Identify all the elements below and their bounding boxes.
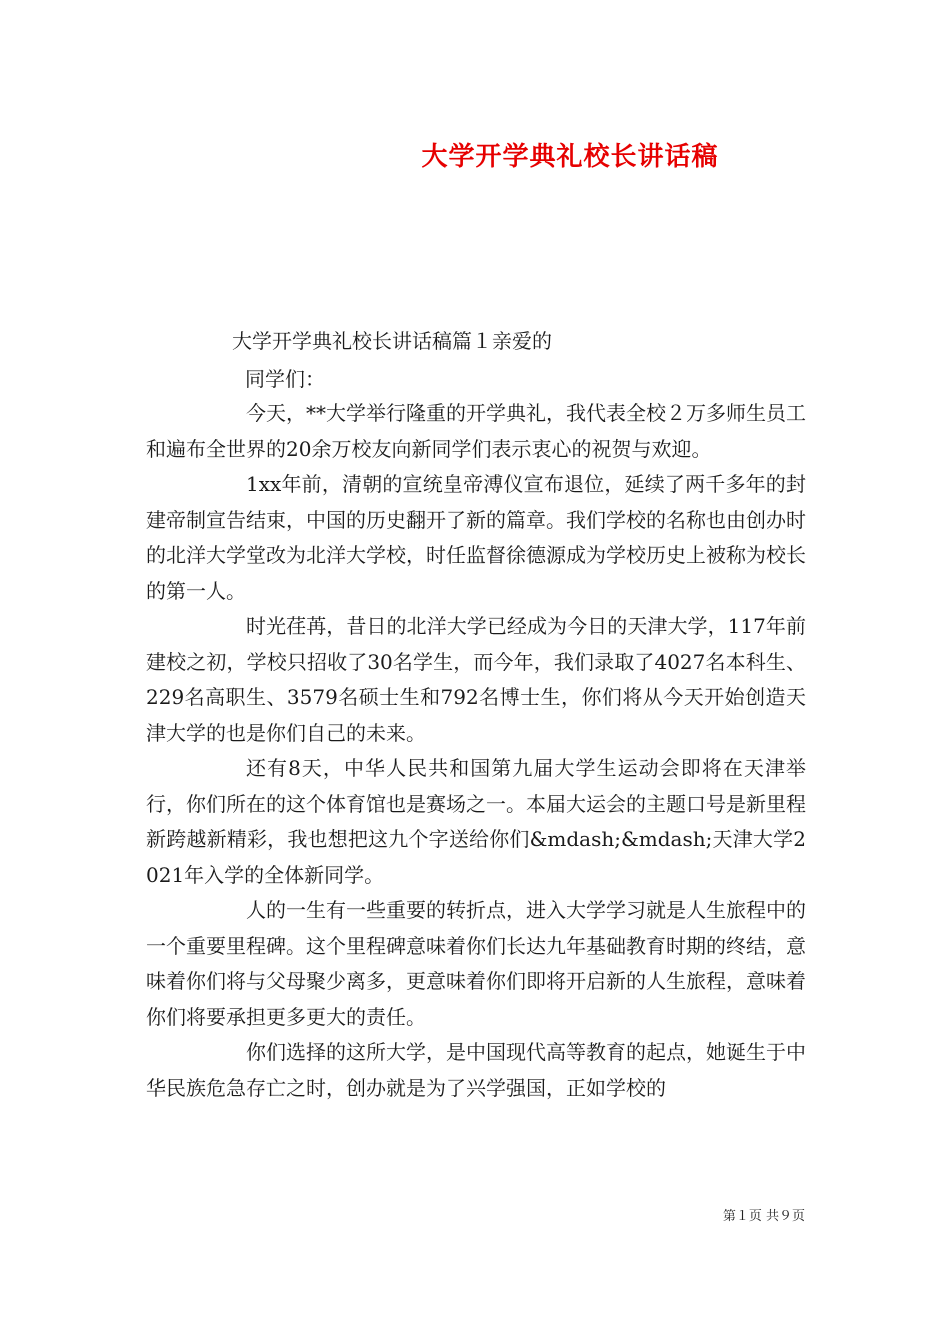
document-body (146, 396, 806, 1106)
paragraph-4: 还有8天，中华人民共和国第九届大学生运动会即将在天津举行，你们所在的这个体育馆也是赛场之一。本届大运会的主题口号是新里程新跨越新精彩，我也想把这九个字送给你们&mdash;&mdash;天津大学2021年入学的全体新同学。 (146, 756, 806, 887)
paragraph-5: 人的一生有一些重要的转折点，进入大学学习就是人生旅程中的一个重要里程碑。这个里程碑意味着你们长达九年基础教育时期的终结，意味着你们将与父母聚少离多，更意味着你们即将开启新的人生旅程，意味着你们将要承担更多更大的责任。 (146, 898, 806, 1029)
salutation: 同学们： (245, 367, 325, 391)
page-number-footer: 第１页 共９页 (722, 1209, 805, 1224)
paragraph-2: 1xx年前，清朝的宣统皇帝溥仪宣布退位，延续了两千多年的封建帝制宣告结束，中国的历史翻开了新的篇章。我们学校的名称也由创办时的北洋大学堂改为北洋大学校，时任监督徐德源成为学校历史上被称为校长的第一人。 (146, 472, 806, 603)
document-title: 大学开学典礼校长讲话稿 (421, 142, 719, 172)
paragraph-3: 时光荏苒，昔日的北洋大学已经成为今日的天津大学，117年前建校之初，学校只招收了30名学生，而今年，我们录取了4027名本科生、229名高职生、3579名硕士生和792名博士生，你们将从今天开始创造天津大学的也是你们自己的未来。 (146, 614, 806, 745)
heading-line: 大学开学典礼校长讲话稿篇１亲爱的 (232, 329, 552, 353)
paragraph-6: 你们选择的这所大学，是中国现代高等教育的起点，她诞生于中华民族危急存亡之时，创办就是为了兴学强国，正如学校的 (146, 1040, 806, 1100)
paragraph-1: 今天，**大学举行隆重的开学典礼，我代表全校２万多师生员工和遍布全世界的20余万校友向新同学们表示衷心的祝贺与欢迎。 (146, 401, 806, 461)
